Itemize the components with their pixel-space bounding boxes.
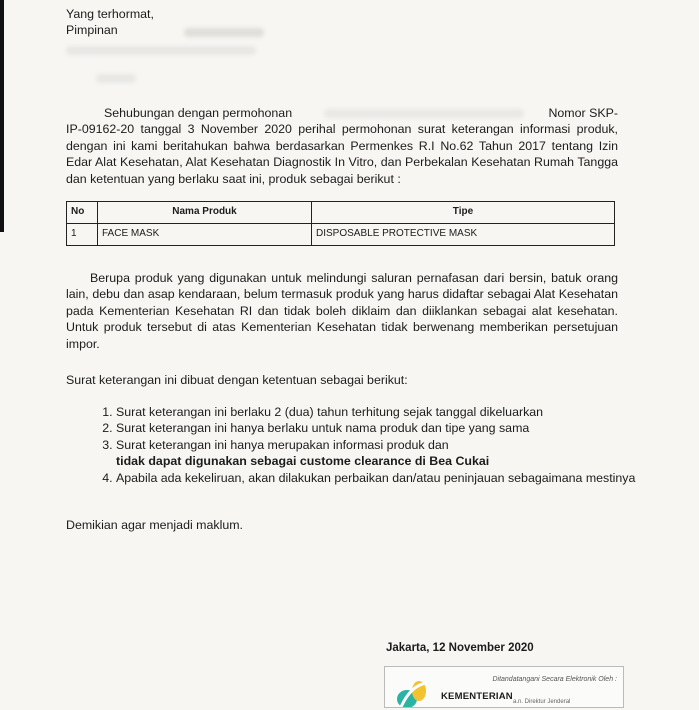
screen-edge-bar xyxy=(0,0,4,232)
redacted-recipient xyxy=(184,28,264,37)
cell-type: DISPOSABLE PROTECTIVE MASK xyxy=(312,224,615,246)
list-item xyxy=(116,470,638,486)
sign-date: Jakarta, 12 November 2020 xyxy=(386,642,534,654)
table-header-row xyxy=(67,202,615,224)
term-2: Surat keterangan ini hanya berlaku untuk nama produk dan tipe yang sama xyxy=(116,421,530,436)
salutation-recipient: Pimpinan xyxy=(66,23,118,37)
intro-line1-suffix: Nomor SKP- xyxy=(548,106,618,120)
sub-note: a.n. Direktur Jenderal xyxy=(513,699,571,705)
salutation-greeting: Yang terhormat, xyxy=(66,7,154,21)
intro-rest: IP-09162-20 tanggal 3 November 2020 perihal permohonan surat keterangan informasi produk, dengan ini kami beritahukan bahwa berdasarkan Permenkes R.I No.62 Tahun 2017 tentang Izin Edar Alat Kesehatan, Alat Kesehatan Diagnostik In Vitro, dan Perbekalan Kesehatan Rumah Tangga dan ketentuan yang berlaku saat ini, produk sebagai berikut : xyxy=(66,122,618,186)
intro-line1-prefix: Sehubungan dengan permohonan xyxy=(104,106,293,120)
header-product: Nama Produk xyxy=(98,202,312,224)
cell-product: FACE MASK xyxy=(98,224,312,246)
redacted-address xyxy=(66,46,256,55)
electronic-signature-stamp xyxy=(384,666,624,708)
product-table xyxy=(66,201,615,246)
term-4: Apabila ada kekeliruan, akan dilakukan perbaikan dan/atau peninjauan sebagaimana mestinya xyxy=(116,470,636,485)
cell-no: 1 xyxy=(67,224,98,246)
term-1: Surat keterangan ini berlaku 2 (dua) tahun terhitung sejak tanggal dikeluarkan xyxy=(116,405,544,419)
closing-line: Demikian agar menjadi maklum. xyxy=(66,518,243,532)
header-type: Tipe xyxy=(312,202,615,224)
body-text: Berupa produk yang digunakan untuk melindungi saluran pernafasan dari bersin, batuk orang lain, debu dan asap kendaraan, belum termasuk produk yang harus didaftar sebagai Alat Kesehatan pada Kementerian Kesehatan RI dan tidak boleh diklaim dan diiklankan sebagai alat kesehatan. Untuk produk tersebut di atas Kementerian Kesehatan tidak berwenang memberikan persetujuan impor. xyxy=(66,271,618,351)
list-item xyxy=(116,437,638,470)
list-item xyxy=(116,420,638,436)
signed-note: Ditandatangani Secara Elektronik Oleh : xyxy=(492,676,617,683)
term-3-bold: tidak dapat digunakan sebagai custome clearance di Bea Cukai xyxy=(116,454,490,469)
terms-list xyxy=(96,404,638,486)
terms-intro: Surat keterangan ini dibuat dengan ketentuan sebagai berikut: xyxy=(66,373,408,387)
redacted-city xyxy=(96,74,136,83)
ministry-name: KEMENTERIAN xyxy=(441,691,513,702)
table-row xyxy=(67,224,615,246)
header-no: No xyxy=(67,202,98,224)
redacted-company xyxy=(324,109,524,118)
list-item xyxy=(116,404,638,420)
body-paragraph xyxy=(66,270,618,352)
ministry-logo-icon xyxy=(393,677,433,707)
term-3: Surat keterangan ini hanya merupakan informasi produk dan xyxy=(116,437,449,452)
